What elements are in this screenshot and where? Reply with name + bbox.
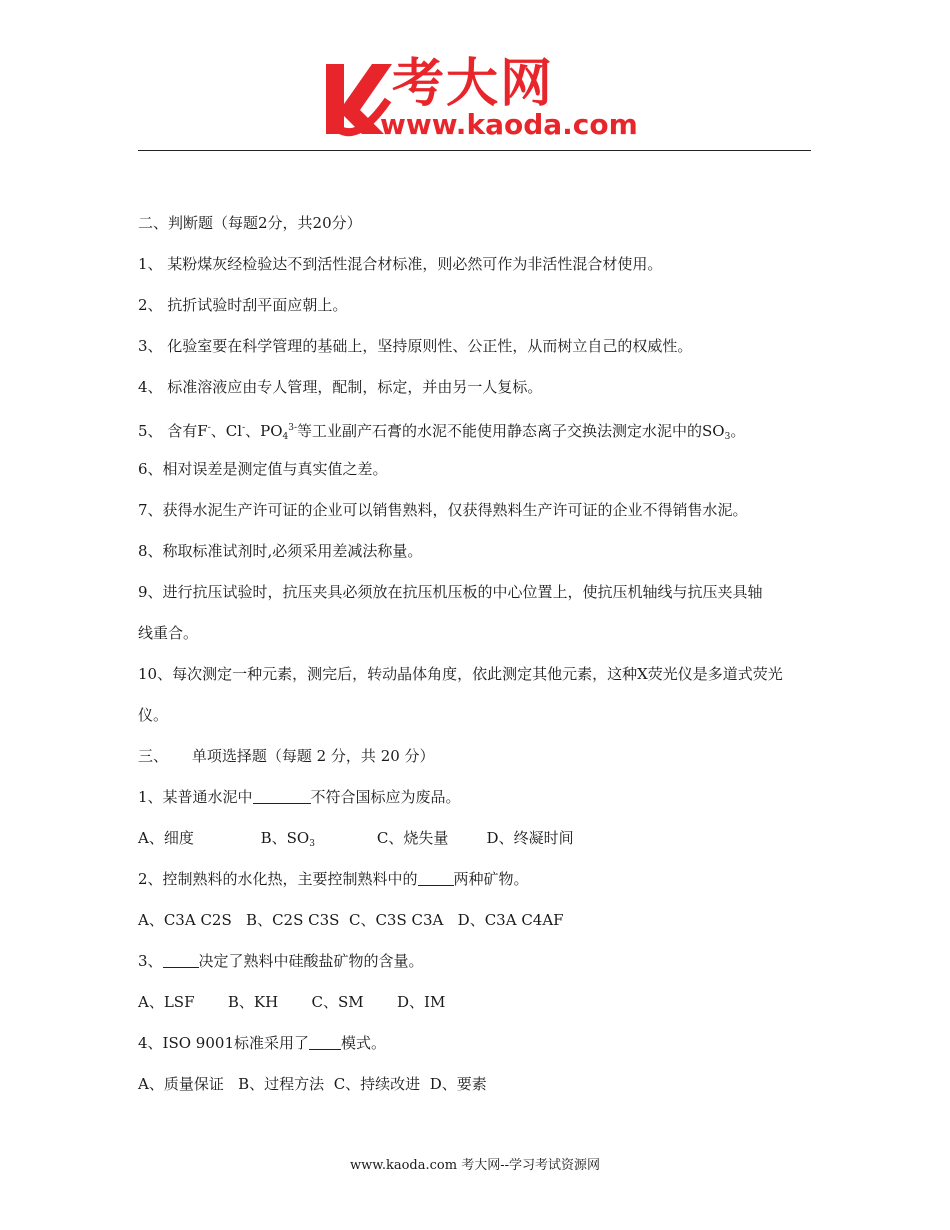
logo-brand-text: 考大网 (392, 54, 555, 114)
q5-sub-3: 4 (282, 432, 289, 442)
q5-text-4: 等工业副产石膏的水泥不能使用静态离子交换法测定水泥中的SO (297, 422, 725, 440)
q5-text-2: 、Cl (210, 422, 243, 440)
kaoda-logo[interactable] (322, 54, 642, 142)
cq1-options-rest: C、烧失量 D、终凝时间 (314, 829, 574, 847)
cq1-option-b: B、SO (260, 829, 310, 847)
judge-question-6: 6、相对误差是测定值与真实值之差。 (138, 460, 388, 478)
answer-blank (163, 953, 199, 968)
q5-sub-4: 3 (724, 432, 731, 442)
cq2-text-post: 两种矿物。 (453, 870, 529, 888)
cq3-text-post: 决定了熟料中硅酸盐矿物的含量。 (198, 952, 424, 970)
judge-question-2: 2、 抗折试验时刮平面应朝上。 (138, 296, 348, 314)
document-body (138, 203, 818, 1105)
choice-question-4-options: A、质量保证 B、过程方法 C、持续改进 D、要素 (138, 1075, 487, 1093)
section-3-heading: 三、 单项选择题（每题 2 分，共 20 分） (138, 747, 435, 765)
q5-text-3: 、PO (245, 422, 283, 440)
answer-blank (418, 871, 454, 886)
cq1-text-post: 不符合国标应为废品。 (310, 788, 461, 806)
judge-question-10-cont: 仪。 (138, 706, 169, 724)
judge-question-5 (138, 408, 818, 449)
logo-url-text: www.kaoda.com (380, 108, 638, 141)
judge-question-10: 10、每次测定一种元素，测完后，转动晶体角度，依此测定其他元素，这种X荧光仪是多道式荧光 (138, 665, 783, 683)
choice-question-3 (138, 941, 818, 982)
q5-sup-1: - (207, 423, 211, 433)
q5-sup-3: 3- (288, 423, 298, 433)
judge-question-7: 7、获得水泥生产许可证的企业可以销售熟料，仅获得熟料生产许可证的企业不得销售水泥。 (138, 501, 748, 519)
judge-question-9: 9、进行抗压试验时，抗压夹具必须放在抗压机压板的中心位置上，使抗压机轴线与抗压夹具轴 (138, 583, 763, 601)
choice-question-1-options (138, 818, 818, 859)
q5-sup-2: - (242, 423, 246, 433)
q5-text-1: 5、 含有F (138, 422, 208, 440)
header-divider (138, 150, 811, 151)
choice-question-2 (138, 859, 818, 900)
judge-question-1: 1、 某粉煤灰经检验达不到活性混合材标准，则必然可作为非活性混合材使用。 (138, 255, 663, 273)
judge-question-4: 4、 标准溶液应由专人管理，配制，标定，并由另一人复标。 (138, 378, 543, 396)
judge-question-8: 8、称取标准试剂时,必须采用差减法称量。 (138, 542, 423, 560)
judge-question-3: 3、 化验室要在科学管理的基础上，坚持原则性、公正性，从而树立自己的权威性。 (138, 337, 693, 355)
cq4-text-pre: 4、ISO 9001标准采用了 (138, 1034, 309, 1052)
section-2-heading: 二、判断题（每题2分，共20分） (138, 214, 362, 232)
page-footer: www.kaoda.com 考大网--学习考试资源网 (350, 1158, 600, 1173)
q5-text-5: 。 (730, 422, 746, 440)
cq1-option-a: A、细度 (138, 829, 261, 847)
judge-question-9-cont: 线重合。 (138, 624, 199, 642)
choice-question-4 (138, 1023, 818, 1064)
cq2-text-pre: 2、控制熟料的水化热，主要控制熟料中的 (138, 870, 418, 888)
answer-blank (309, 1035, 341, 1050)
cq4-text-post: 模式。 (341, 1034, 387, 1052)
cq1-option-b-sub: 3 (309, 839, 315, 849)
choice-question-2-options: A、C3A C2S B、C2S C3S C、C3S C3A D、C3A C4AF (138, 911, 564, 929)
choice-question-3-options: A、LSF B、KH C、SM D、IM (138, 993, 446, 1011)
answer-blank (253, 789, 311, 804)
cq3-text-pre: 3、 (138, 952, 163, 970)
choice-question-1 (138, 777, 818, 818)
cq1-text-pre: 1、某普通水泥中 (138, 788, 253, 806)
